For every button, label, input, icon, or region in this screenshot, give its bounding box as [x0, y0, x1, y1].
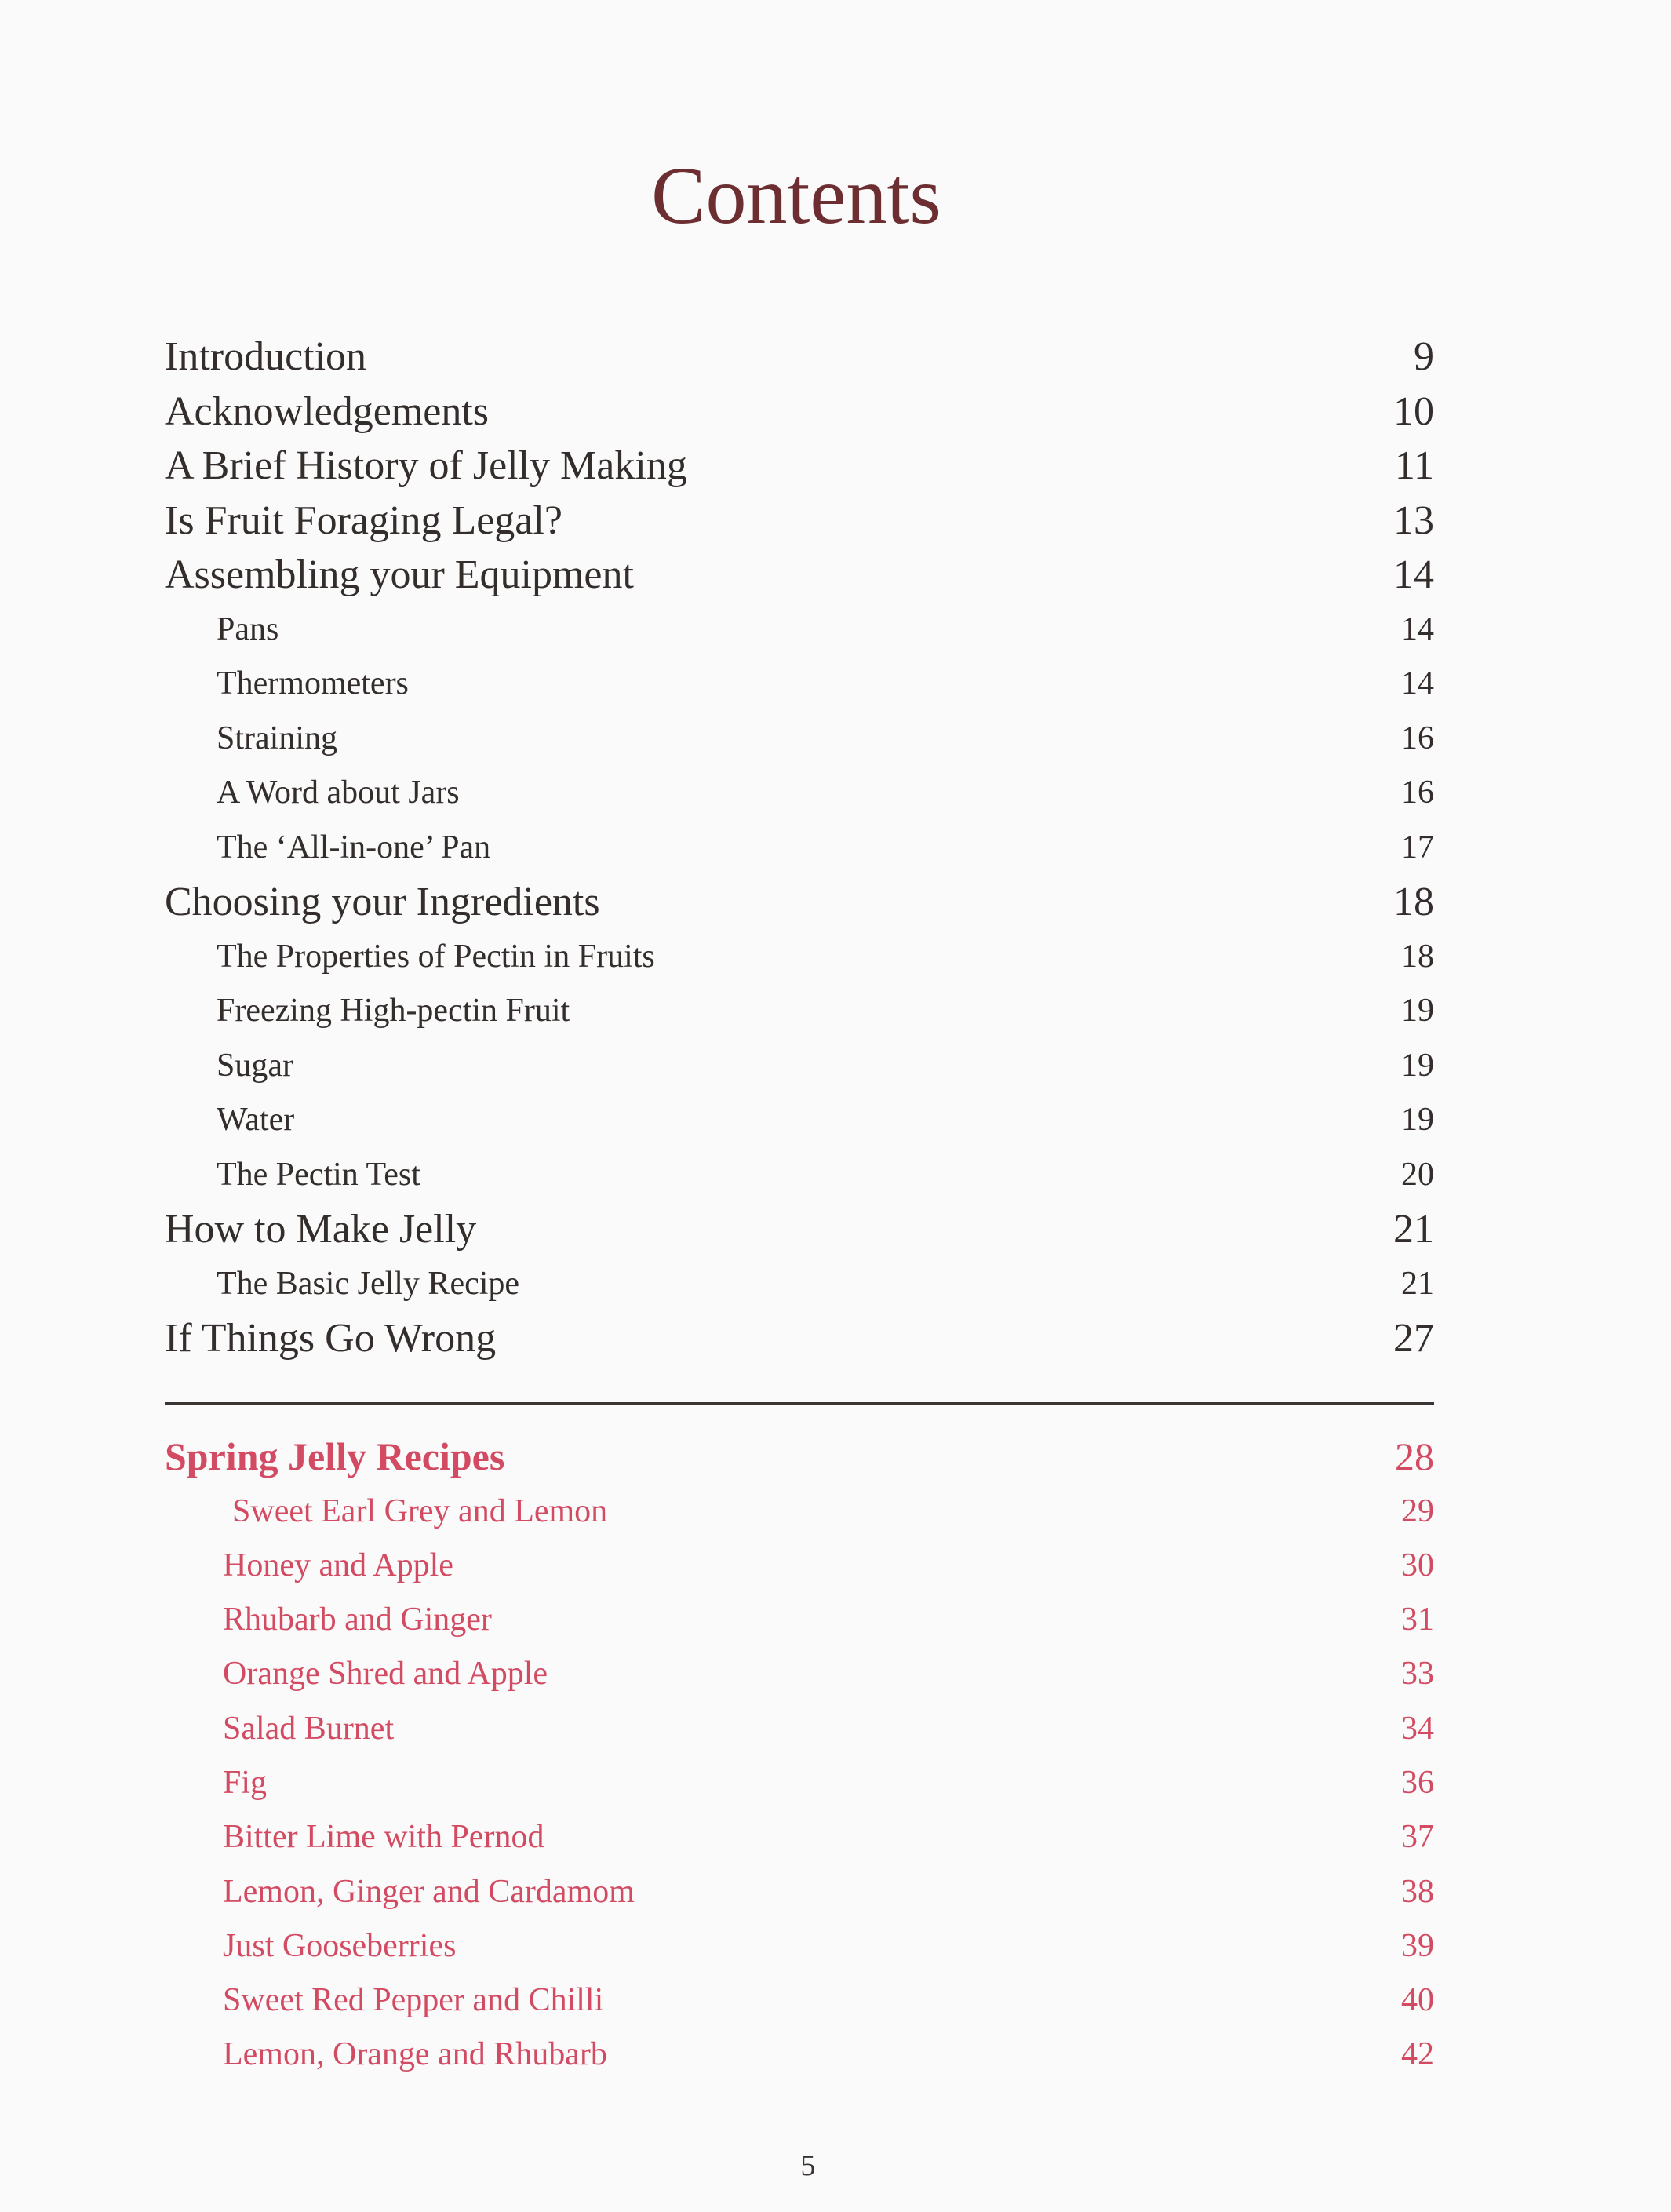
recipe-entry-page: 36 [1401, 1764, 1434, 1801]
recipe-entry-label: Sweet Earl Grey and Lemon [232, 1492, 608, 1529]
toc-entry [165, 1202, 1434, 1257]
recipe-entry-label: Sweet Red Pepper and Chilli [223, 1982, 604, 2019]
recipe-entry-page: 31 [1401, 1602, 1434, 1638]
toc-entry-page: 10 [1393, 388, 1434, 434]
toc-entry-label: Assembling your Equipment [165, 552, 634, 597]
toc-subentry [165, 821, 1434, 876]
recipe-entry [165, 1919, 1434, 1973]
toc-subentry-page: 16 [1401, 720, 1434, 756]
toc-subentry-page: 19 [1401, 1102, 1434, 1138]
toc-subentry-label: The Basic Jelly Recipe [217, 1265, 520, 1302]
section-divider [165, 1402, 1434, 1405]
toc-entry-page: 21 [1393, 1207, 1434, 1252]
toc-subentry-page: 17 [1401, 829, 1434, 865]
recipe-entry-page: 39 [1401, 1927, 1434, 1964]
toc-entry-page: 18 [1393, 880, 1434, 924]
toc-subentry-page: 19 [1401, 1047, 1434, 1084]
toc-subentry-label: Thermometers [217, 665, 409, 701]
recipe-entry-page: 30 [1401, 1547, 1434, 1583]
toc-entry-page: 9 [1414, 334, 1434, 379]
recipe-entry-label: Bitter Lime with Pernod [223, 1819, 544, 1856]
toc-entry-label: Introduction [165, 334, 367, 379]
table-of-contents [165, 330, 1434, 2083]
toc-subentry-page: 20 [1401, 1156, 1434, 1193]
recipe-entry [165, 1973, 1434, 2028]
toc-entry [165, 384, 1434, 439]
section-heading [165, 1428, 1434, 1485]
toc-entry-page: 14 [1393, 552, 1434, 597]
toc-entry-label: If Things Go Wrong [165, 1316, 497, 1361]
toc-subentry-label: Sugar [217, 1047, 293, 1084]
recipe-entry-label: Lemon, Orange and Rhubarb [223, 2036, 607, 2073]
toc-entry [165, 330, 1434, 384]
toc-subentry [165, 1148, 1434, 1203]
toc-subentry [165, 1039, 1434, 1094]
toc-subentry-page: 14 [1401, 610, 1434, 647]
toc-subentry-label: The Properties of Pectin in Fruits [217, 938, 655, 975]
toc-subentry-label: Straining [217, 720, 337, 756]
recipe-entry [165, 1756, 1434, 1810]
toc-subentry-label: Water [217, 1102, 295, 1138]
recipe-entry-page: 29 [1401, 1492, 1434, 1529]
section-heading-label: Spring Jelly Recipes [165, 1434, 505, 1478]
toc-subentry-page: 14 [1401, 665, 1434, 701]
recipe-entry-label: Lemon, Ginger and Cardamom [223, 1873, 635, 1910]
toc-subentry [165, 603, 1434, 658]
toc-entry-page: 11 [1394, 443, 1434, 488]
recipe-entry-label: Salad Burnet [223, 1710, 395, 1747]
toc-entry [165, 439, 1434, 494]
toc-subentry-page: 21 [1401, 1265, 1434, 1302]
toc-entry [165, 875, 1434, 930]
toc-subentry [165, 930, 1434, 985]
toc-entry [165, 494, 1434, 548]
toc-subentry-label: The ‘All-in-one’ Pan [217, 829, 491, 865]
recipe-entry-label: Fig [223, 1764, 268, 1801]
toc-subentry [165, 712, 1434, 767]
recipe-entry [165, 1810, 1434, 1864]
recipe-entry-page: 37 [1401, 1819, 1434, 1856]
toc-subentry [165, 657, 1434, 712]
toc-subentry-page: 19 [1401, 993, 1434, 1029]
toc-entry-label: Choosing your Ingredients [165, 880, 600, 924]
toc-entry-page: 27 [1393, 1316, 1434, 1361]
recipe-entry-page: 34 [1401, 1710, 1434, 1747]
recipe-entry [165, 1593, 1434, 1647]
toc-subentry [165, 984, 1434, 1039]
toc-subentry-label: Pans [217, 610, 279, 647]
recipe-entry-label: Orange Shred and Apple [223, 1656, 548, 1693]
recipe-entry [165, 2028, 1434, 2082]
toc-entry [165, 548, 1434, 603]
recipe-entry [165, 1485, 1434, 1539]
page-title: Contents [651, 151, 941, 241]
toc-subentry-label: The Pectin Test [217, 1156, 420, 1193]
page-number: 5 [800, 2149, 816, 2182]
toc-subentry [165, 1093, 1434, 1148]
toc-entry-page: 13 [1393, 497, 1434, 543]
toc-entry-label: Acknowledgements [165, 388, 490, 434]
recipe-entry-label: Honey and Apple [223, 1547, 453, 1583]
recipe-entry [165, 1865, 1434, 1919]
toc-subentry-label: A Word about Jars [217, 774, 460, 811]
recipe-entry-page: 38 [1401, 1873, 1434, 1910]
toc-subentry [165, 766, 1434, 821]
toc-subentry [165, 1257, 1434, 1312]
toc-entry [165, 1311, 1434, 1366]
recipe-entry [165, 1647, 1434, 1701]
recipe-entry-label: Rhubarb and Ginger [223, 1602, 492, 1638]
section-heading-page: 28 [1395, 1434, 1434, 1478]
toc-subentry-page: 16 [1401, 774, 1434, 811]
toc-subentry-page: 18 [1401, 938, 1434, 975]
toc-entry-label: How to Make Jelly [165, 1207, 477, 1252]
recipe-entry [165, 1702, 1434, 1756]
toc-subentry-label: Freezing High-pectin Fruit [217, 993, 570, 1029]
recipe-entry-page: 33 [1401, 1656, 1434, 1693]
recipe-entry-page: 42 [1401, 2036, 1434, 2073]
toc-entry-label: Is Fruit Foraging Legal? [165, 497, 562, 543]
recipe-entry-label: Just Gooseberries [223, 1927, 457, 1964]
recipe-entry-page: 40 [1401, 1982, 1434, 2019]
toc-entry-label: A Brief History of Jelly Making [165, 443, 687, 488]
recipe-entry [165, 1539, 1434, 1593]
